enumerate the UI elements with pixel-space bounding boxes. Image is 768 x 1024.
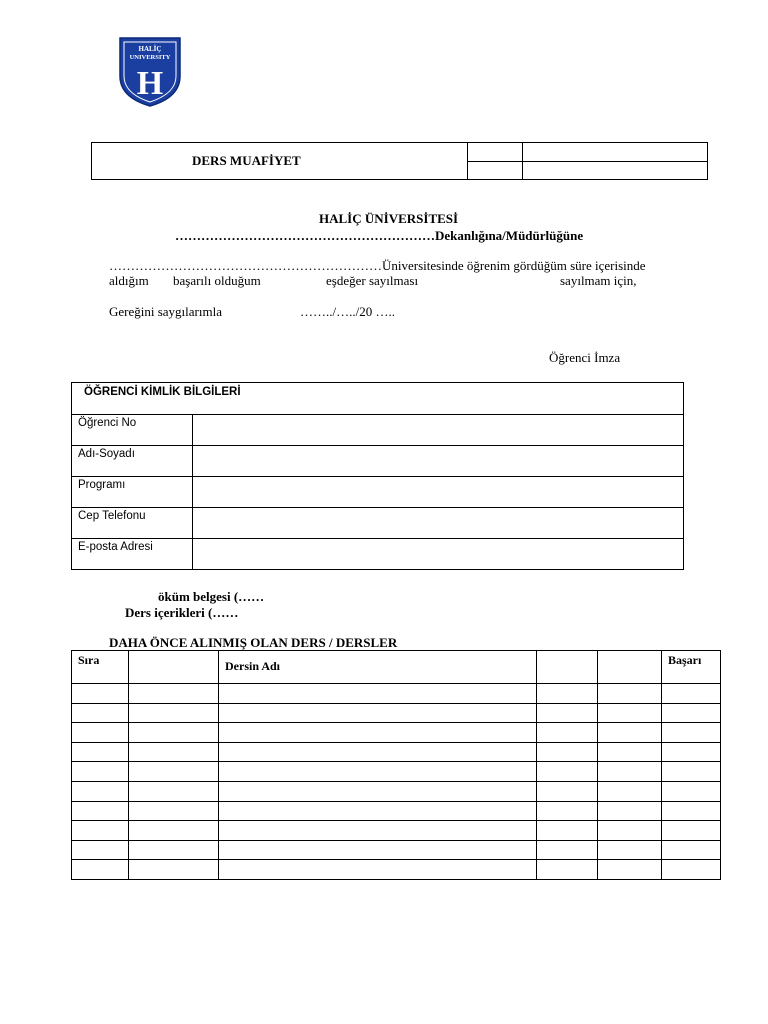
table-row bbox=[72, 781, 721, 801]
course-cell[interactable] bbox=[129, 762, 219, 782]
courses-header-row bbox=[72, 651, 721, 684]
course-cell[interactable] bbox=[598, 742, 662, 762]
course-cell[interactable] bbox=[598, 703, 662, 723]
logo-letter: H bbox=[136, 65, 164, 102]
course-cell[interactable] bbox=[598, 860, 662, 880]
course-cell[interactable] bbox=[598, 821, 662, 841]
course-cell[interactable] bbox=[537, 860, 598, 880]
email-field[interactable] bbox=[193, 539, 684, 570]
body-line2-part2: başarılı olduğum bbox=[173, 273, 261, 288]
course-cell[interactable] bbox=[537, 840, 598, 860]
table-row bbox=[72, 415, 684, 446]
course-cell[interactable] bbox=[537, 742, 598, 762]
course-cell[interactable] bbox=[219, 860, 537, 880]
course-cell[interactable] bbox=[662, 781, 721, 801]
course-cell[interactable] bbox=[662, 723, 721, 743]
table-row bbox=[72, 477, 684, 508]
col-header-code bbox=[129, 651, 219, 684]
student-info-heading: ÖĞRENCİ KİMLİK BİLGİLERİ bbox=[72, 383, 684, 415]
faculty-line: ……………………………………………………Dekanlığına/Müdürlüğüne bbox=[175, 228, 584, 243]
course-cell[interactable] bbox=[129, 742, 219, 762]
course-cell[interactable] bbox=[72, 821, 129, 841]
table-row bbox=[72, 446, 684, 477]
table-row bbox=[72, 762, 721, 782]
table-row bbox=[72, 860, 721, 880]
course-cell[interactable] bbox=[662, 860, 721, 880]
course-cell[interactable] bbox=[219, 684, 537, 704]
course-cell[interactable] bbox=[219, 742, 537, 762]
courses-heading: DAHA ÖNCE ALINMIŞ OLAN DERS / DERSLER bbox=[109, 635, 398, 650]
course-cell[interactable] bbox=[129, 860, 219, 880]
col-header-ects bbox=[598, 651, 662, 684]
course-cell[interactable] bbox=[72, 781, 129, 801]
col-header-course-name: Dersin Adı bbox=[219, 651, 537, 684]
program-field[interactable] bbox=[193, 477, 684, 508]
course-cell[interactable] bbox=[662, 762, 721, 782]
col-header-basari: Başarı bbox=[662, 651, 721, 684]
student-info-table bbox=[71, 382, 684, 570]
student-no-field[interactable] bbox=[193, 415, 684, 446]
course-cell[interactable] bbox=[537, 762, 598, 782]
course-cell[interactable] bbox=[219, 703, 537, 723]
course-cell[interactable] bbox=[598, 781, 662, 801]
course-cell[interactable] bbox=[219, 781, 537, 801]
body-line2-part4: sayılmam için, bbox=[560, 273, 637, 288]
course-cell[interactable] bbox=[72, 742, 129, 762]
course-cell[interactable] bbox=[537, 821, 598, 841]
table-row bbox=[72, 703, 721, 723]
course-cell[interactable] bbox=[598, 801, 662, 821]
row-label: Öğrenci No bbox=[72, 415, 193, 446]
course-cell[interactable] bbox=[662, 801, 721, 821]
courses-table bbox=[71, 650, 721, 880]
course-cell[interactable] bbox=[662, 840, 721, 860]
row-label: Programı bbox=[72, 477, 193, 508]
table-row bbox=[72, 742, 721, 762]
course-cell[interactable] bbox=[129, 840, 219, 860]
course-cell[interactable] bbox=[662, 703, 721, 723]
course-cell[interactable] bbox=[598, 840, 662, 860]
closing-text: Gereğini saygılarımla bbox=[109, 304, 222, 319]
table-row bbox=[72, 539, 684, 570]
course-cell[interactable] bbox=[129, 781, 219, 801]
body-line1: ………………………………………………………Üniversitesinde öğrenim gördüğüm süre içerisinde bbox=[109, 258, 646, 273]
course-cell[interactable] bbox=[72, 703, 129, 723]
course-cell[interactable] bbox=[72, 840, 129, 860]
col-header-sira: Sıra bbox=[72, 651, 129, 684]
table-row bbox=[72, 508, 684, 539]
course-cell[interactable] bbox=[129, 703, 219, 723]
form-header-box bbox=[91, 142, 708, 180]
course-cell[interactable] bbox=[537, 684, 598, 704]
course-cell[interactable] bbox=[598, 684, 662, 704]
row-label: Adı-Soyadı bbox=[72, 446, 193, 477]
table-row bbox=[72, 840, 721, 860]
name-surname-field[interactable] bbox=[193, 446, 684, 477]
course-cell[interactable] bbox=[129, 684, 219, 704]
logo-line1: HALİÇ bbox=[138, 45, 162, 53]
course-cell[interactable] bbox=[219, 821, 537, 841]
student-info-heading-row bbox=[72, 383, 684, 415]
course-cell[interactable] bbox=[72, 762, 129, 782]
table-row bbox=[72, 821, 721, 841]
course-cell[interactable] bbox=[129, 801, 219, 821]
course-cell[interactable] bbox=[129, 821, 219, 841]
course-cell[interactable] bbox=[72, 723, 129, 743]
signature-label: Öğrenci İmza bbox=[549, 350, 621, 365]
course-cell[interactable] bbox=[72, 801, 129, 821]
body-line2-part1: aldığım bbox=[109, 273, 149, 288]
row-label: E-posta Adresi bbox=[72, 539, 193, 570]
course-cell[interactable] bbox=[662, 742, 721, 762]
course-cell[interactable] bbox=[598, 723, 662, 743]
attachment-item1: öküm belgesi (…… bbox=[158, 589, 265, 604]
course-cell[interactable] bbox=[598, 762, 662, 782]
row-label: Cep Telefonu bbox=[72, 508, 193, 539]
attachment-item2: Ders içerikleri (…… bbox=[125, 605, 239, 620]
university-name: HALİÇ ÜNİVERSİTESİ bbox=[319, 211, 459, 226]
course-cell[interactable] bbox=[537, 723, 598, 743]
university-logo bbox=[118, 36, 182, 108]
course-cell[interactable] bbox=[662, 821, 721, 841]
body-line2-part3: eşdeğer sayılması bbox=[326, 273, 419, 288]
table-row bbox=[72, 723, 721, 743]
course-cell[interactable] bbox=[219, 723, 537, 743]
course-cell[interactable] bbox=[662, 684, 721, 704]
form-title: DERS MUAFİYET bbox=[192, 153, 301, 168]
course-cell[interactable] bbox=[219, 801, 537, 821]
phone-field[interactable] bbox=[193, 508, 684, 539]
course-cell[interactable] bbox=[537, 781, 598, 801]
course-cell[interactable] bbox=[72, 684, 129, 704]
table-row bbox=[72, 801, 721, 821]
logo-line2: UNIVERSITY bbox=[129, 54, 171, 61]
course-cell[interactable] bbox=[72, 860, 129, 880]
course-cell[interactable] bbox=[537, 801, 598, 821]
table-row bbox=[72, 684, 721, 704]
course-cell[interactable] bbox=[537, 703, 598, 723]
course-cell[interactable] bbox=[129, 723, 219, 743]
course-cell[interactable] bbox=[219, 840, 537, 860]
course-cell[interactable] bbox=[219, 762, 537, 782]
col-header-credit bbox=[537, 651, 598, 684]
date-field: ……../…../20 ….. bbox=[300, 304, 395, 319]
